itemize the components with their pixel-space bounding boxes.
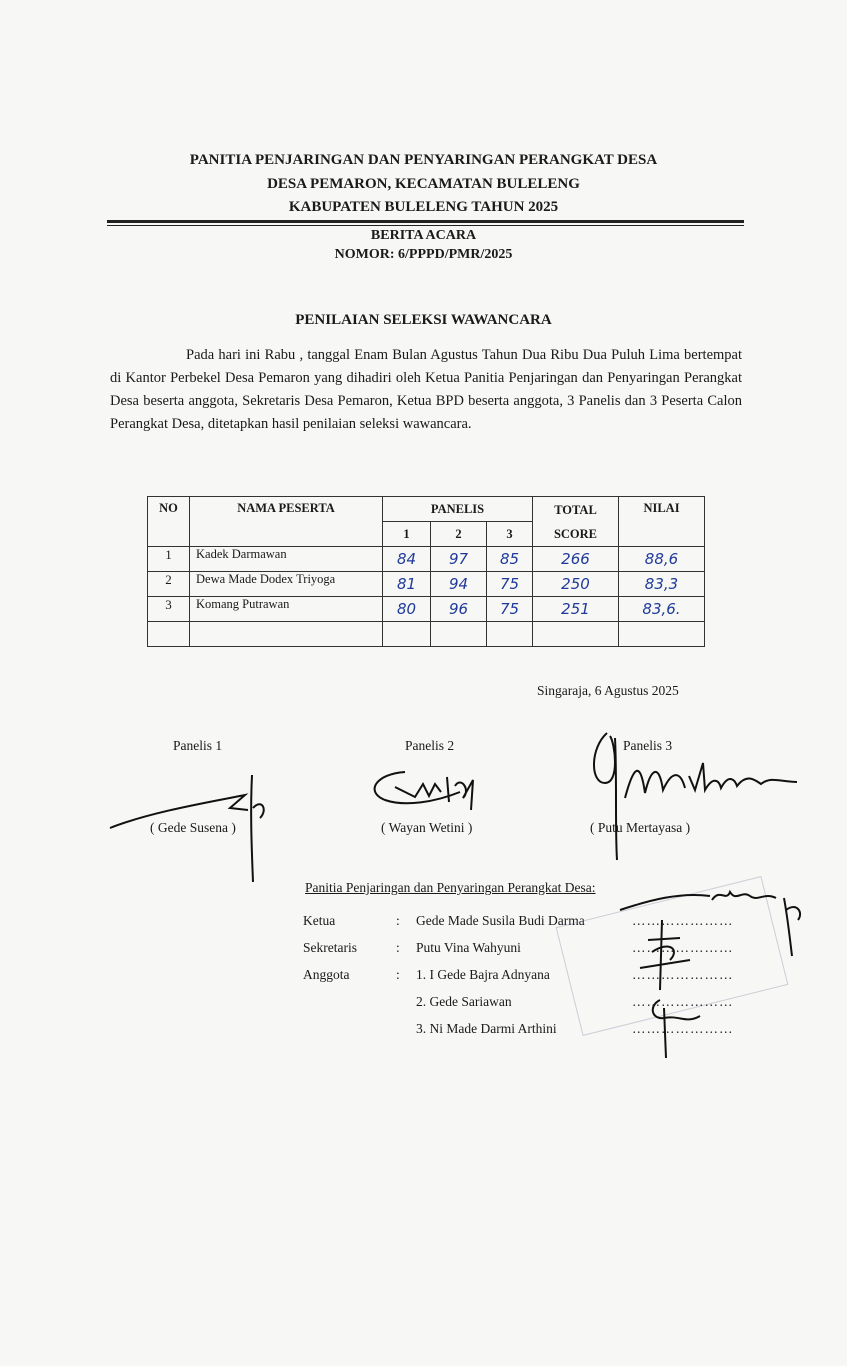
- row-name: Kadek Darmawan: [190, 547, 383, 572]
- row-panelis-2: 94: [431, 572, 487, 597]
- header-rule-thin: [107, 225, 744, 226]
- row-name: Komang Putrawan: [190, 597, 383, 622]
- panelis-3-name: ( Putu Mertayasa ): [590, 820, 691, 835]
- row-panelis-2: 96: [431, 597, 487, 622]
- row-nilai: 83,3: [619, 572, 705, 597]
- table-row: [148, 597, 705, 622]
- panelis-2-label: Panelis 2: [405, 738, 455, 753]
- row-panelis-2: 97: [431, 547, 487, 572]
- place-date: Singaraja, 6 Agustus 2025: [537, 683, 679, 698]
- committee-colon: :: [396, 940, 400, 955]
- row-no: 1: [148, 547, 190, 572]
- committee-dots: …………………: [632, 967, 734, 982]
- table-row: [148, 572, 705, 597]
- panelis-3-label: Panelis 3: [623, 738, 673, 753]
- score-table: [147, 496, 705, 647]
- header-line-1: PANITIA PENJARINGAN DAN PENYARINGAN PERANGKAT DESA: [189, 152, 658, 168]
- header-no: NO: [148, 497, 190, 547]
- committee-name-anggota-2: 2. Gede Sariawan: [416, 994, 512, 1009]
- row-panelis-3: 75: [487, 597, 533, 622]
- intro-paragraph: [110, 344, 742, 436]
- header-panelis-3: 3: [487, 522, 533, 547]
- committee-dots: …………………: [632, 913, 734, 928]
- header-line-3: KABUPATEN BULELENG TAHUN 2025: [288, 199, 559, 215]
- panelis-3-signature: [585, 728, 805, 863]
- row-no: 3: [148, 597, 190, 622]
- table-row: [148, 547, 705, 572]
- row-panelis-3: 75: [487, 572, 533, 597]
- row-name: Dewa Made Dodex Triyoga: [190, 572, 383, 597]
- committee-role-ketua: Ketua: [303, 913, 336, 928]
- header-panelis-1: 1: [383, 522, 431, 547]
- committee-colon: :: [396, 913, 400, 928]
- header-total: TOTAL SCORE: [533, 497, 619, 547]
- doc-number: NOMOR: 6/PPPD/PMR/2025: [334, 247, 513, 262]
- committee-name-ketua: Gede Made Susila Budi Darma: [416, 913, 585, 928]
- row-panelis-1: 80: [383, 597, 431, 622]
- committee-dots: …………………: [632, 1021, 734, 1036]
- header-line-2: DESA PEMARON, KECAMATAN BULELENG: [267, 176, 580, 192]
- header-nilai: NILAI: [619, 497, 705, 547]
- panelis-1-label: Panelis 1: [173, 738, 223, 753]
- committee-name-sekretaris: Putu Vina Wahyuni: [416, 940, 521, 955]
- row-panelis-3: 85: [487, 547, 533, 572]
- row-total: 250: [533, 572, 619, 597]
- committee-signatures: [600, 880, 820, 1060]
- table-row-empty: [148, 622, 705, 647]
- row-panelis-1: 81: [383, 572, 431, 597]
- row-no: 2: [148, 572, 190, 597]
- header-panelis: PANELIS: [383, 497, 533, 522]
- row-nilai: 83,6.: [619, 597, 705, 622]
- header-rule-thick: [107, 220, 744, 223]
- committee-role-anggota: Anggota: [303, 967, 350, 982]
- header-name: NAMA PESERTA: [190, 497, 383, 547]
- committee-dots: …………………: [632, 994, 734, 1009]
- panelis-2-name: ( Wayan Wetini ): [381, 820, 473, 835]
- committee-heading: Panitia Penjaringan dan Penyaringan Perangkat Desa:: [305, 880, 596, 895]
- header-panelis-2: 2: [431, 522, 487, 547]
- committee-name-anggota-1: 1. I Gede Bajra Adnyana: [416, 967, 550, 982]
- row-nilai: 88,6: [619, 547, 705, 572]
- doc-type: BERITA ACARA: [370, 228, 477, 243]
- committee-colon: :: [396, 967, 400, 982]
- page-title: PENILAIAN SELEKSI WAWANCARA: [295, 312, 552, 328]
- committee-dots: …………………: [632, 940, 734, 955]
- row-total: 266: [533, 547, 619, 572]
- row-total: 251: [533, 597, 619, 622]
- panelis-1-name: ( Gede Susena ): [150, 820, 236, 835]
- row-panelis-1: 84: [383, 547, 431, 572]
- committee-role-sekretaris: Sekretaris: [303, 940, 357, 955]
- panelis-2-signature: [365, 762, 505, 822]
- intro-paragraph-text: Pada hari ini Rabu , tanggal Enam Bulan Agustus Tahun Dua Ribu Dua Puluh Lima bertempat di Kantor Perbekel Desa Pemaron yang dihadiri oleh Ketua Panitia Penjaringan dan Penyaringan Perangkat Desa beserta anggota, Sekretaris Desa Pemaron, Ketua BPD beserta anggota, 3 Panelis dan 3 Peserta Calon Perangkat Desa, ditetapkan hasil penilaian seleksi wawancara.: [110, 347, 742, 432]
- committee-name-anggota-3: 3. Ni Made Darmi Arthini: [416, 1021, 557, 1036]
